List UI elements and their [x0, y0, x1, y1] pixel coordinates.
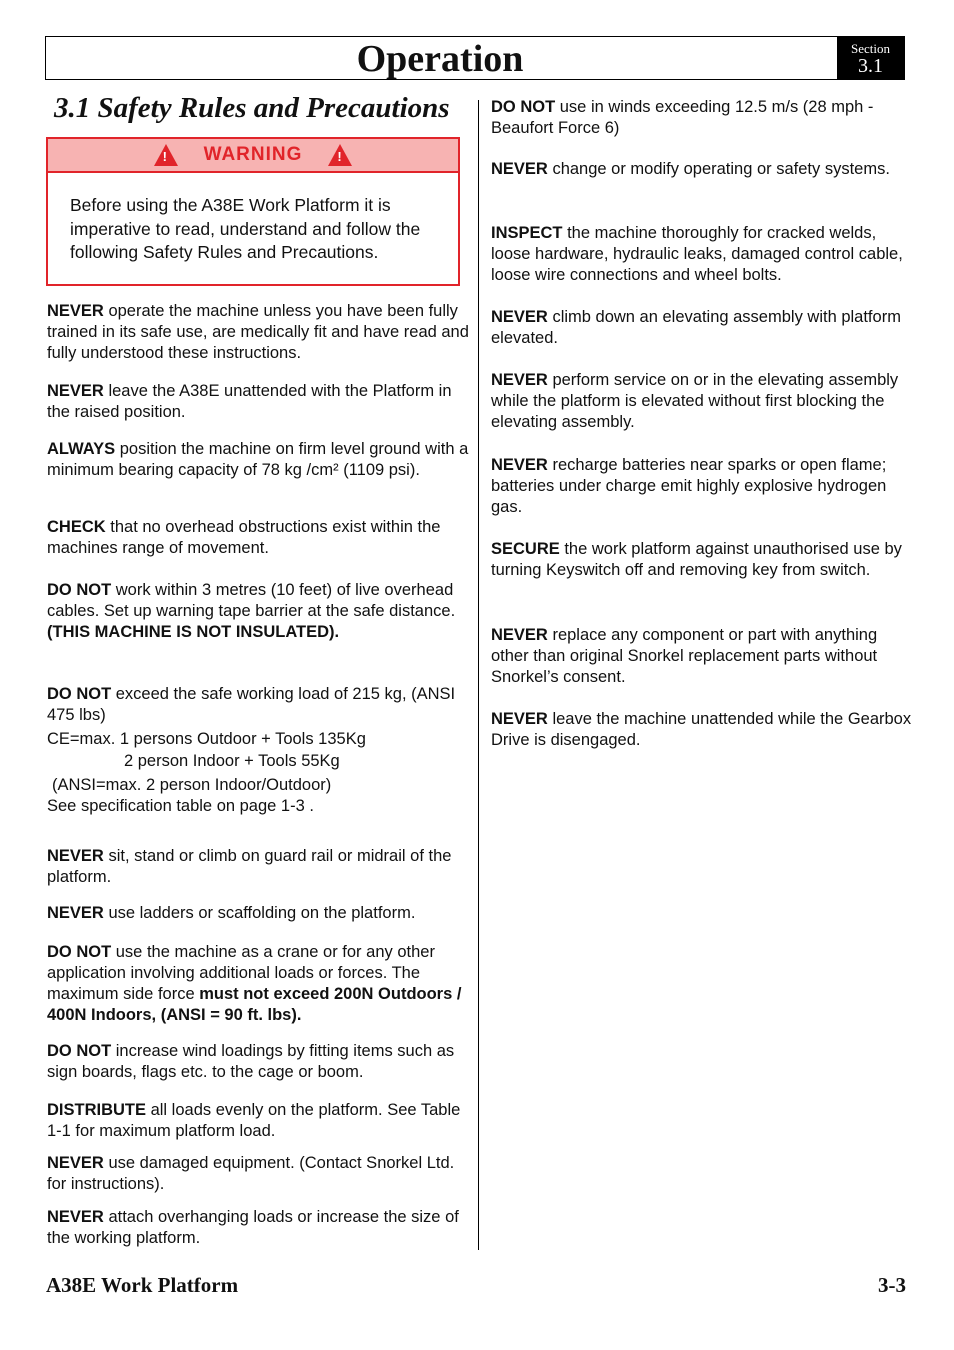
rule-item: CHECK that no overhead obstructions exist within the machines range of movement. — [47, 518, 441, 557]
rule-item: NEVER use damaged equipment. (Contact Snorkel Ltd. for instructions). — [47, 1154, 455, 1193]
section-badge — [837, 37, 904, 80]
warning-triangle-icon: ! — [154, 144, 178, 166]
warning-triangle-icon: ! — [328, 144, 352, 166]
load-line: 2 person Indoor + Tools 55Kg — [124, 752, 340, 770]
load-line: See specification table on page 1-3 . — [47, 797, 314, 815]
warning-label: WARNING — [203, 144, 303, 165]
rule-item: DISTRIBUTE all loads evenly on the platform. See Table 1-1 for maximum platform load. — [47, 1101, 461, 1140]
rule-item: NEVER climb down an elevating assembly with platform elevated. — [491, 308, 901, 347]
page-header — [45, 36, 905, 80]
rule-item: DO NOT exceed the safe working load of 215 kg, (ANSI 475 lbs) — [47, 685, 456, 724]
rule-item: SECURE the work platform against unauthorised use by turning Keyswitch off and removing key from switch. — [491, 540, 902, 579]
rule-item: ALWAYS position the machine on firm level ground with a minimum bearing capacity of 78 kg /cm² (1109 psi). — [47, 440, 469, 479]
footer-page-number: 3-3 — [878, 1273, 906, 1297]
rule-item: DO NOT work within 3 metres (10 feet) of live overhead cables. Set up warning tape barrier at the safe distance. (THIS MACHINE IS NOT INSULATED). — [47, 581, 456, 641]
warning-bar — [48, 139, 458, 173]
section-number: 3.1 — [858, 55, 883, 77]
rule-item: NEVER use ladders or scaffolding on the platform. — [47, 904, 416, 922]
rule-item: DO NOT use the machine as a crane or for any other application involving additional loads or forces. The maximum side force must not exceed 200N Outdoors / 400N Indoors, (ANSI = 90 ft. lbs). — [47, 943, 462, 1024]
page-title: Operation — [356, 38, 524, 80]
rule-item: NEVER attach overhanging loads or increase the size of the working platform. — [47, 1208, 459, 1247]
rule-item: NEVER leave the A38E unattended with the Platform in the raised position. — [47, 382, 452, 421]
rule-item: NEVER recharge batteries near sparks or open flame; batteries under charge emit highly explosive hydrogen gas. — [491, 456, 887, 516]
warning-text: Before using the A38E Work Platform it is imperative to read, understand and follow the following Safety Rules and Precautions. — [70, 195, 421, 262]
rule-item: NEVER perform service on or in the elevating assembly while the platform is elevated without first blocking the elevating assembly. — [491, 371, 899, 431]
rule-item: NEVER operate the machine unless you have been fully trained in its safe use, are medically fit and have read and fully understood these instructions. — [47, 302, 469, 362]
rule-item: INSPECT the machine thoroughly for cracked welds, loose hardware, hydraulic leaks, damaged control cable, loose wire connections and wheel bolts. — [491, 224, 903, 284]
column-divider — [478, 100, 479, 1250]
load-line: CE=max. 1 persons Outdoor + Tools 135Kg — [47, 730, 366, 748]
section-heading: 3.1 Safety Rules and Precautions — [54, 92, 450, 124]
rule-item: DO NOT increase wind loadings by fitting items such as sign boards, flags etc. to the cage or boom. — [47, 1042, 455, 1081]
warning-box — [46, 137, 460, 286]
footer-product: A38E Work Platform — [46, 1273, 239, 1297]
rule-item: NEVER change or modify operating or safety systems. — [491, 160, 890, 178]
section-label: Section — [851, 41, 890, 56]
rule-item: NEVER replace any component or part with anything other than original Snorkel replacement parts without Snorkel’s consent. — [491, 626, 878, 686]
rule-item: NEVER sit, stand or climb on guard rail or midrail of the platform. — [47, 847, 452, 886]
load-line: (ANSI=max. 2 person Indoor/Outdoor) — [52, 776, 332, 794]
rule-item: DO NOT use in winds exceeding 12.5 m/s (28 mph - Beaufort Force 6) — [491, 98, 874, 137]
rule-item: NEVER leave the machine unattended while the Gearbox Drive is disengaged. — [491, 710, 912, 749]
